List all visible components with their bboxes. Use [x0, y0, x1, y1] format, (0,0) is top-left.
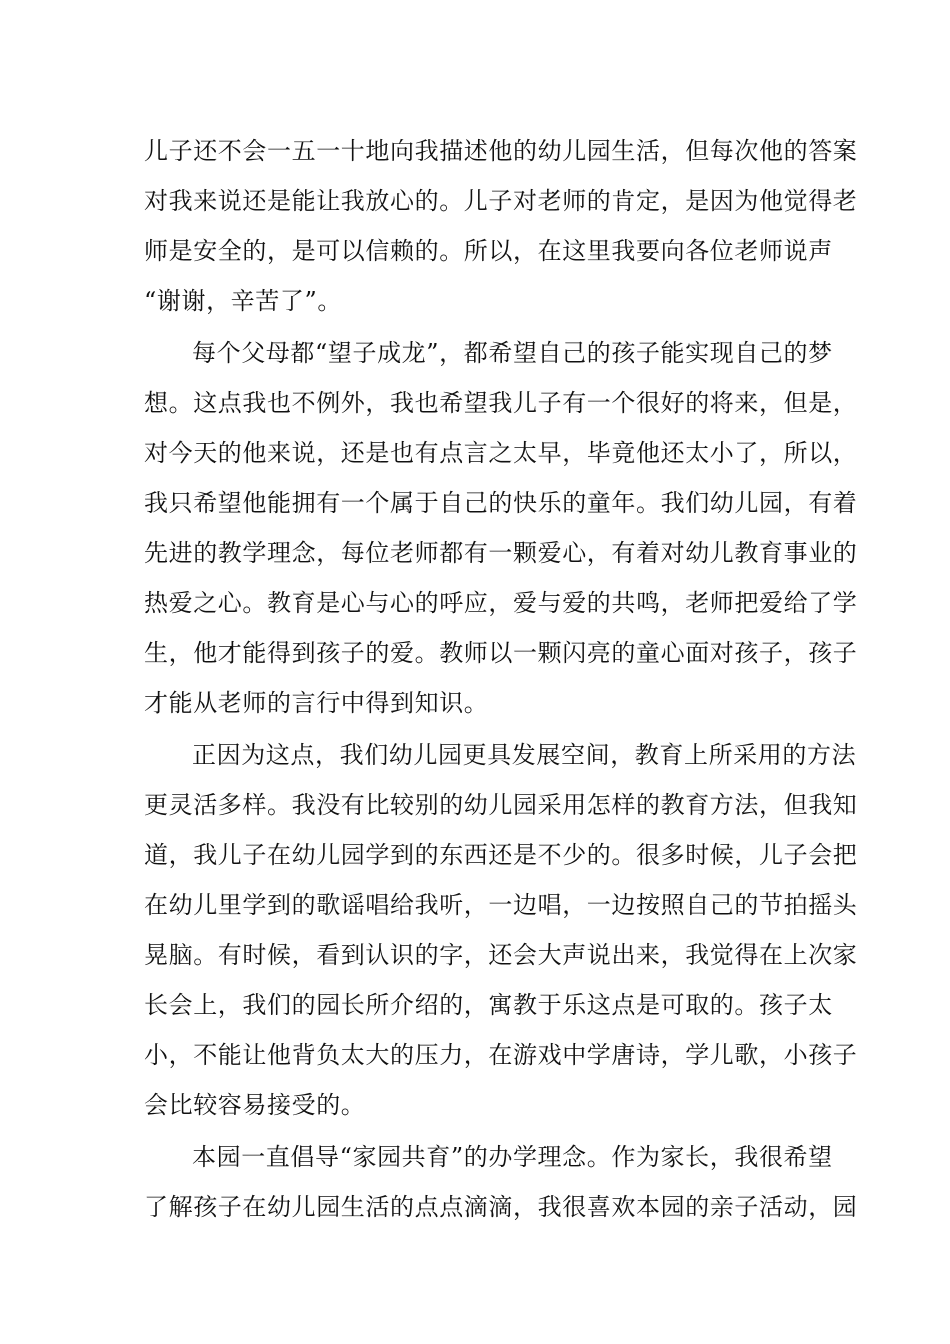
text-line: 小，不能让他背负太大的压力，在游戏中学唐诗，学儿歌，小孩子 — [144, 1041, 858, 1069]
text-line: 师是安全的，是可以信赖的。所以，在这里我要向各位老师说声 — [144, 237, 833, 265]
text-line: 热爱之心。教育是心与心的呼应，爱与爱的共鸣，老师把爱给了学 — [144, 589, 858, 617]
text-line: 晃脑。有时候，看到认识的字，还会大声说出来，我觉得在上次家 — [144, 941, 858, 969]
text-line: 了解孩子在幼儿园生活的点点滴滴，我很喜欢本园的亲子活动，园 — [144, 1193, 858, 1221]
text-line: 道，我儿子在幼儿园学到的东西还是不少的。很多时候，儿子会把 — [144, 841, 858, 869]
text-line: 生，他才能得到孩子的爱。教师以一颗闪亮的童心面对孩子，孩子 — [144, 639, 858, 667]
text-line: 对我来说还是能让我放心的。儿子对老师的肯定，是因为他觉得老 — [144, 187, 858, 215]
text-line: 想。这点我也不例外，我也希望我儿子有一个很好的将来，但是， — [144, 389, 858, 417]
paragraph-first-line: 正因为这点，我们幼儿园更具发展空间，教育上所采用的方法 — [192, 741, 857, 769]
text-line: 会比较容易接受的。 — [144, 1091, 366, 1119]
text-line: 长会上，我们的园长所介绍的，寓教于乐这点是可取的。孩子太 — [144, 991, 833, 1019]
text-line: 在幼儿里学到的歌谣唱给我听，一边唱，一边按照自己的节拍摇头 — [144, 891, 858, 919]
text-line: 对今天的他来说，还是也有点言之太早，毕竟他还太小了，所以， — [144, 439, 858, 467]
text-line: 先进的教学理念，每位老师都有一颗爱心，有着对幼儿教育事业的 — [144, 539, 858, 567]
paragraph-first-line: 本园一直倡导“家园共育”的办学理念。作为家长，我很希望 — [192, 1143, 833, 1171]
text-line: 才能从老师的言行中得到知识。 — [144, 689, 489, 717]
text-line: 更灵活多样。我没有比较别的幼儿园采用怎样的教育方法，但我知 — [144, 791, 858, 819]
paragraph-first-line: 每个父母都“望子成龙”，都希望自己的孩子能实现自己的梦 — [192, 339, 833, 367]
text-line: “谢谢，辛苦了”。 — [144, 287, 342, 315]
text-line: 儿子还不会一五一十地向我描述他的幼儿园生活，但每次他的答案 — [144, 137, 858, 165]
text-line: 我只希望他能拥有一个属于自己的快乐的童年。我们幼儿园，有着 — [144, 489, 858, 517]
